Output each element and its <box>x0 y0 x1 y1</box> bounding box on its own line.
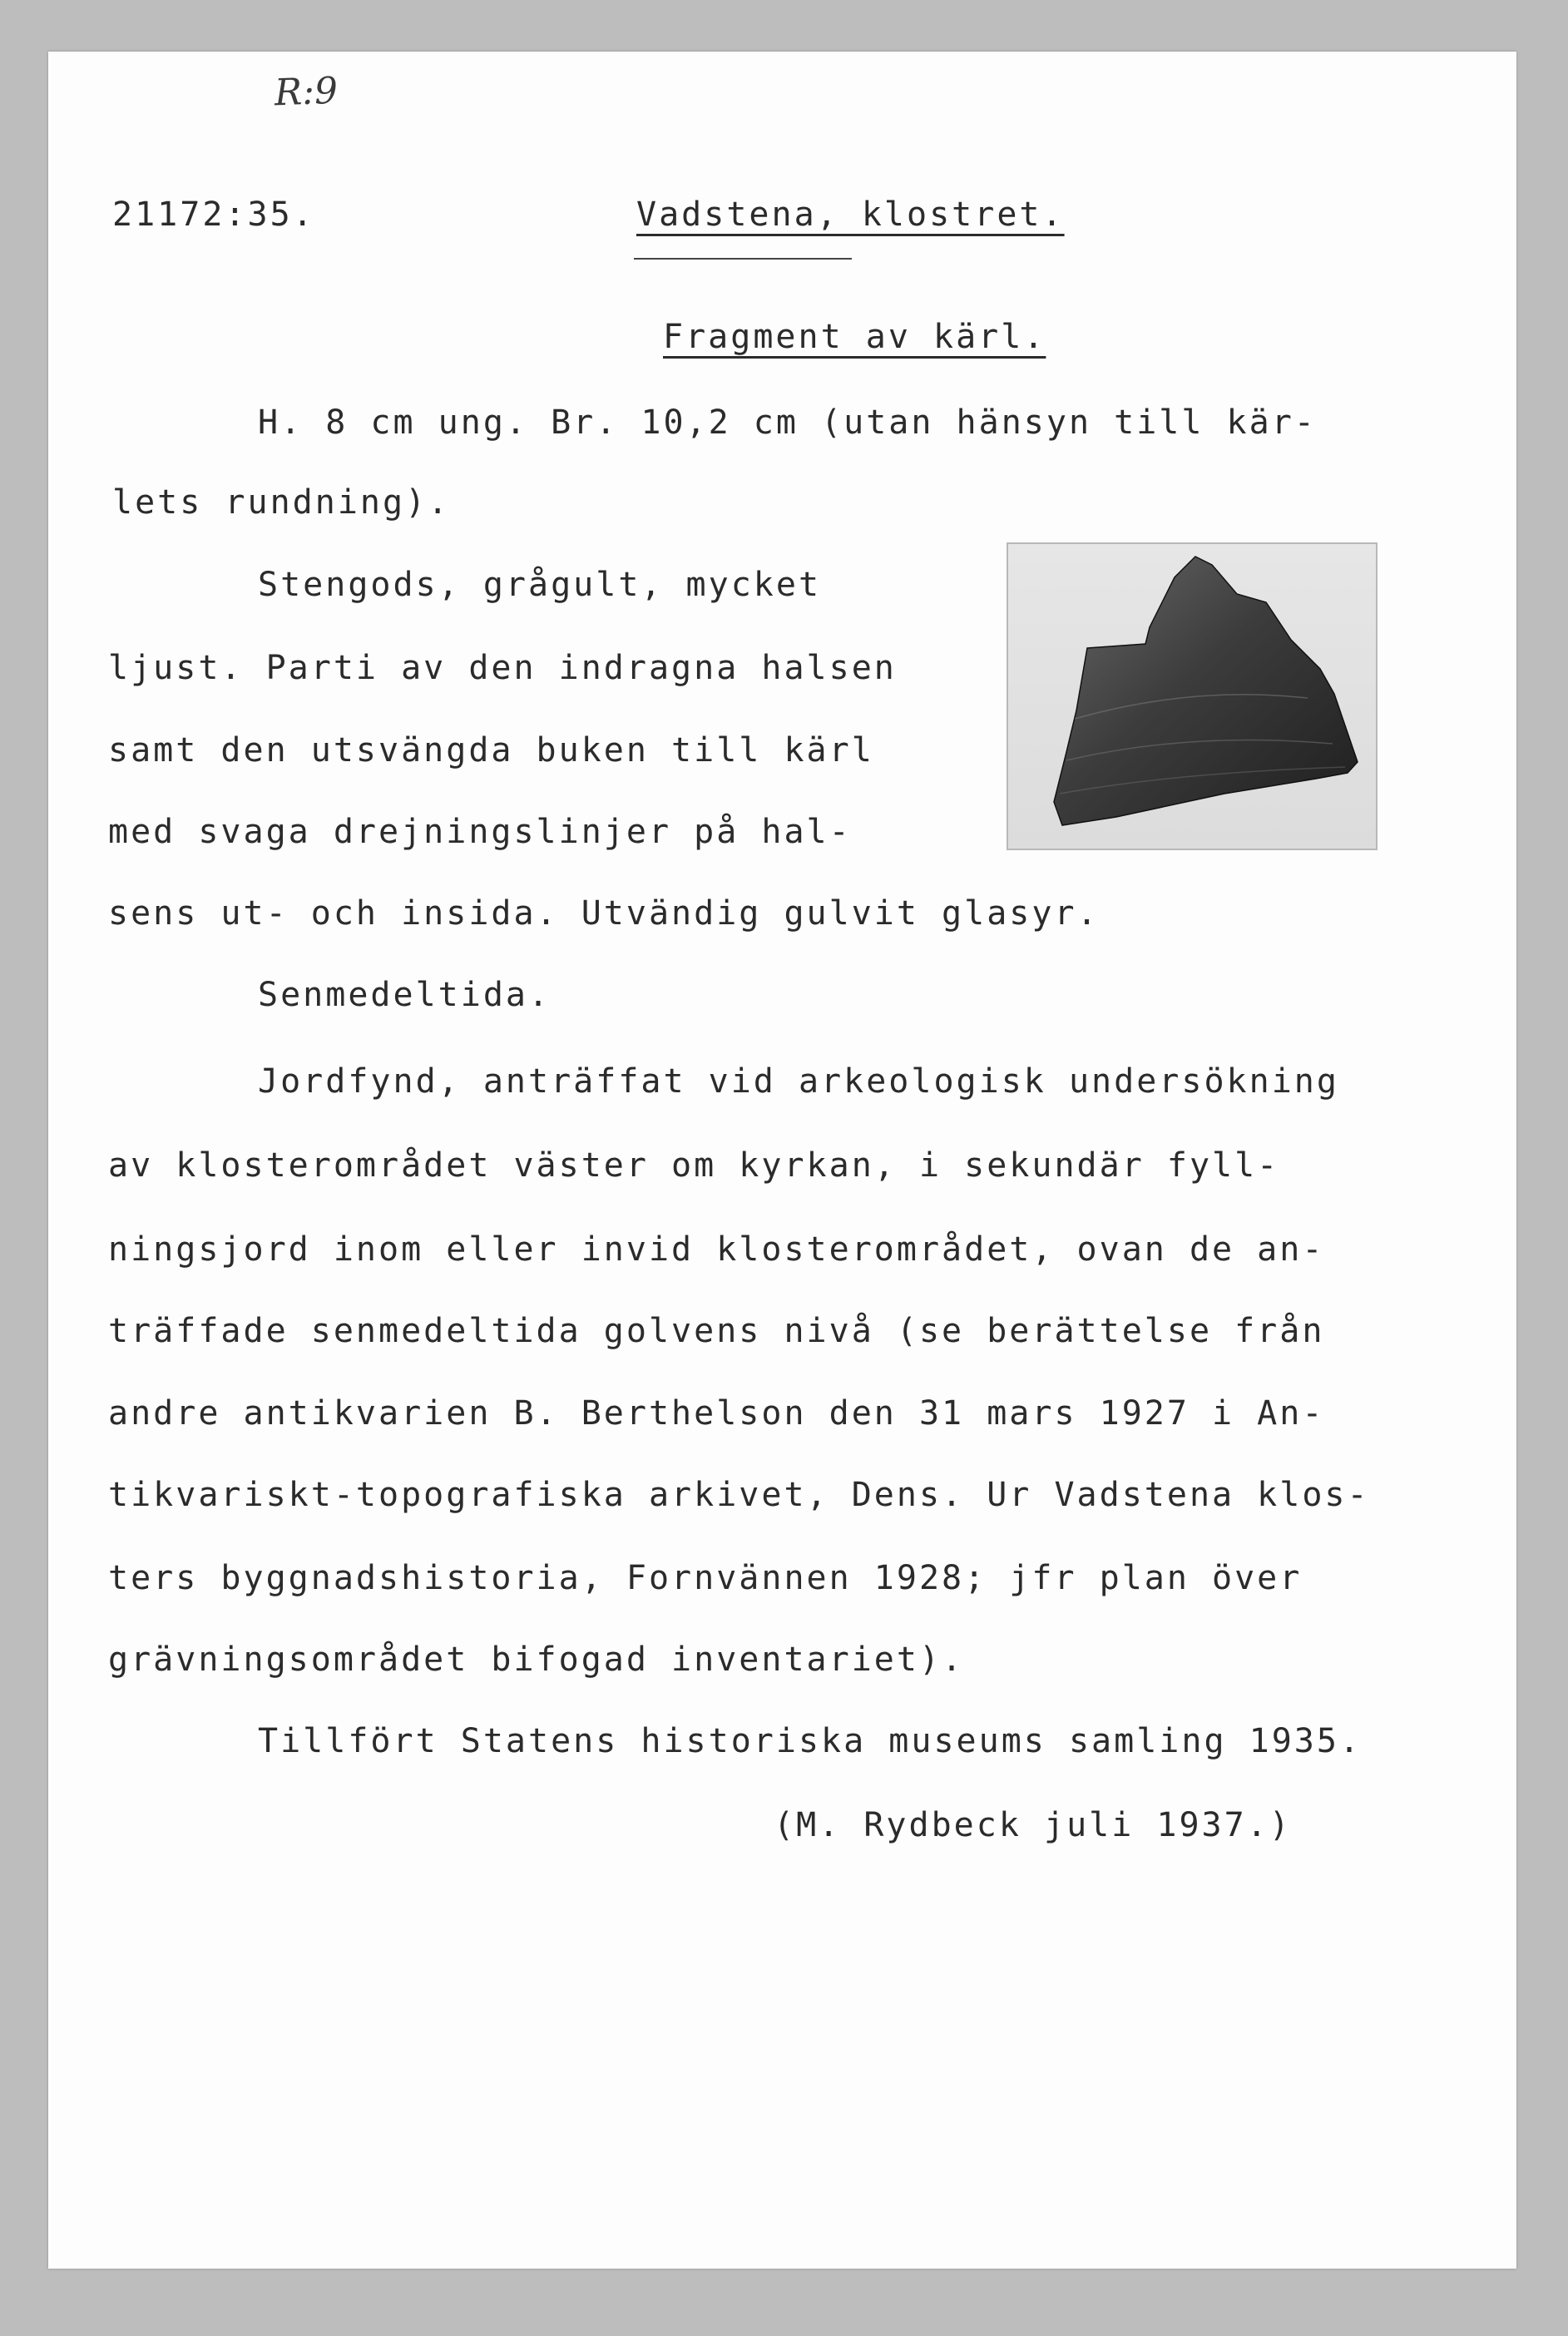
catalog-number: 21172:35. <box>112 195 315 234</box>
text-line: H. 8 cm ung. Br. 10,2 cm (utan hänsyn till kär- <box>258 403 1317 442</box>
object-title: Fragment av kärl. <box>663 318 1046 356</box>
text-line: lets rundning). <box>112 483 451 522</box>
location-double-rule <box>634 258 852 260</box>
handwritten-reference: R:9 <box>274 69 339 115</box>
text-line: grävningsområdet bifogad inventariet). <box>108 1641 965 1679</box>
text-line: ters byggnadshistoria, Fornvännen 1928; jfr plan över <box>108 1559 1303 1597</box>
text-line: sens ut- och insida. Utvändig gulvit glasyr. <box>108 894 1100 933</box>
location-heading: Vadstena, klostret. <box>636 195 1065 234</box>
text-line: Tillfört Statens historiska museums samling 1935. <box>258 1722 1363 1760</box>
text-line: andre antikvarien B. Berthelson den 31 mars 1927 i An- <box>108 1394 1325 1433</box>
text-line: av klosterområdet väster om kyrkan, i sekundär fyll- <box>108 1146 1280 1185</box>
text-line: Stengods, grågult, mycket <box>258 566 822 604</box>
text-line: med svaga drejningslinjer på hal- <box>108 813 852 851</box>
text-line: ljust. Parti av den indragna halsen <box>108 649 897 687</box>
text-line: ningsjord inom eller invid klosterområdet, ovan de an- <box>108 1230 1325 1269</box>
pottery-fragment-photo <box>1007 542 1378 850</box>
text-line: Senmedeltida. <box>258 976 552 1014</box>
text-line: tikvariskt-topografiska arkivet, Dens. Ur Vadstena klos- <box>108 1476 1370 1514</box>
text-line: samt den utsvängda buken till kärl <box>108 731 874 770</box>
text-line: Jordfynd, anträffat vid arkeologisk undersökning <box>258 1062 1339 1101</box>
signature-line: (M. Rydbeck juli 1937.) <box>774 1806 1292 1844</box>
pottery-fragment-image <box>1008 544 1376 849</box>
text-line: träffade senmedeltida golvens nivå (se berättelse från <box>108 1312 1325 1350</box>
